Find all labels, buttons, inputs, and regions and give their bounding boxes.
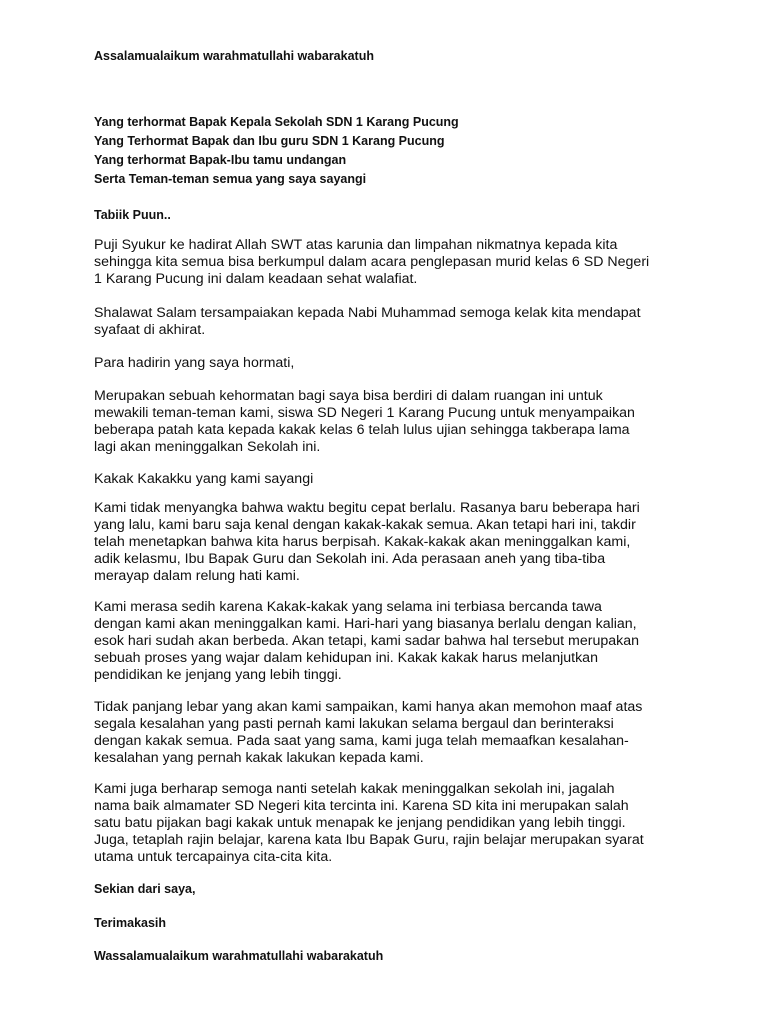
body-paragraph: Tidak panjang lebar yang akan kami sampaikan, kami hanya akan memohon maaf atas segala kesalahan yang pasti pernah kami lakukan selama bergaul dan berinteraksi dengan kakak semua. Pada saat yang sama, kami juga telah memaafkan kesalahan- kesalahan yang pernah kakak lakukan kepada kami. [94, 699, 643, 766]
body-paragraph: Kami tidak menyangka bahwa waktu begitu cepat berlalu. Rasanya baru beberapa hari yang lalu, kami baru saja kenal dengan kakak-kakak semua. Akan tetapi hari ini, takdir telah menetapkan bahwa kita harus berpisah. Kakak-kakak akan meninggalkan kami, adik kelasmu, Ibu Bapak Guru dan Sekolah ini. Ada perasaan aneh yang tiba-tiba merayap dalam relung hati kami. [94, 500, 640, 584]
body-paragraph: Puji Syukur ke hadirat Allah SWT atas karunia dan limpahan nikmatnya kepada kita sehingga kita semua bisa berkumpul dalam acara penglepasan murid kelas 6 SD Negeri 1 Karang Pucung ini dalam keadaan sehat walafiat. [94, 237, 650, 287]
body-paragraph: Kami merasa sedih karena Kakak-kakak yang selama ini terbiasa bercanda tawa dengan kami akan meninggalkan kami. Hari-hari yang biasanya berlalu dengan kalian, esok hari sudah akan berbeda. Akan tetapi, kami sadar bahwa hal tersebut merupakan sebuah proses yang wajar dalam kehidupan ini. Kakak kakak harus melanjutkan pendidikan ke jenjang yang lebih tinggi. [94, 599, 639, 683]
salutation-line: Serta Teman-teman semua yang saya sayangi [94, 172, 367, 186]
opening-greeting: Assalamualaikum warahmatullahi wabarakatuh [94, 49, 374, 63]
body-paragraph: Merupakan sebuah kehormatan bagi saya bisa berdiri di dalam ruangan ini untuk mewakili teman-teman kami, siswa SD Negeri 1 Karang Pucung untuk menyampaikan beberapa patah kata kepada kakak kelas 6 telah lulus ujian sehingga takberapa lama lagi akan meninggalkan Sekolah ini. [94, 388, 635, 455]
greeting-line: Tabiik Puun.. [94, 208, 171, 222]
body-paragraph: Shalawat Salam tersampaiakan kepada Nabi Muhammad semoga kelak kita mendapat syafaat di akhirat. [94, 305, 641, 338]
salutation-line: Yang Terhormat Bapak dan Ibu guru SDN 1 Karang Pucung [94, 134, 445, 148]
thanks-line: Terimakasih [94, 916, 167, 930]
salutation-line: Yang terhormat Bapak Kepala Sekolah SDN 1 Karang Pucung [94, 115, 459, 129]
body-paragraph: Kami juga berharap semoga nanti setelah kakak meninggalkan sekolah ini, jagalah nama baik almamater SD Negeri kita tercinta ini. Karena SD kita ini merupakan salah satu batu pijakan bagi kakak untuk menapak ke jenjang pendidikan yang lebih tinggi. Juga, tetaplah rajin belajar, karena kata Ibu Bapak Guru, rajin belajar merupakan syarat utama untuk tercapainya cita-cita kita. [94, 781, 644, 865]
farewell-line: Wassalamualaikum warahmatullahi wabarakatuh [94, 949, 384, 963]
salutation-line: Yang terhormat Bapak-Ibu tamu undangan [94, 153, 347, 167]
body-paragraph: Kakak Kakakku yang kami sayangi [94, 471, 314, 487]
body-paragraph: Para hadirin yang saya hormati, [94, 355, 295, 371]
closing-line: Sekian dari saya, [94, 882, 196, 896]
